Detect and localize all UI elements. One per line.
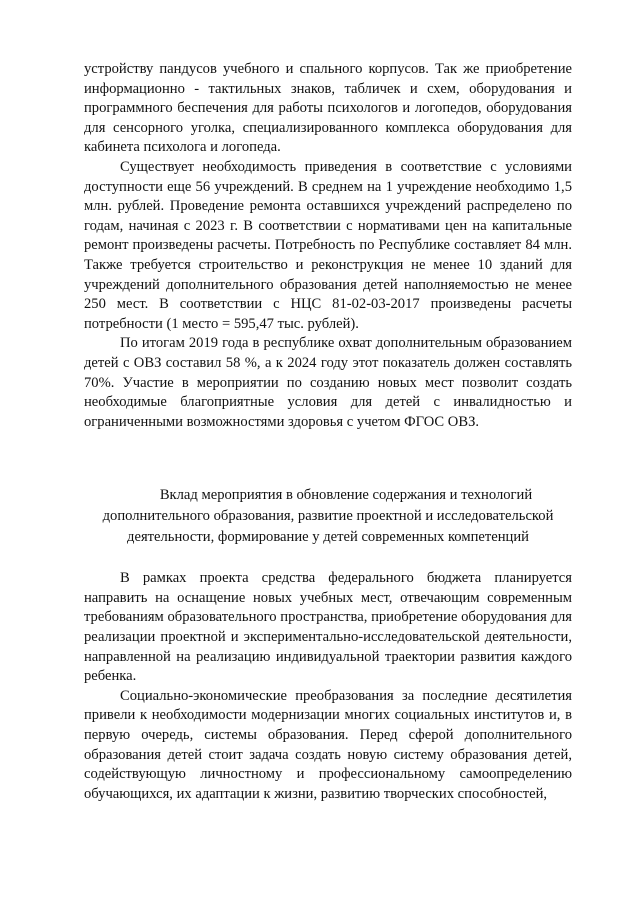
paragraph-socio-economic: Социально-экономические преобразования за последние десятилетия привели к необходимости модернизации многих социальных институтов и, в первую очередь, системы образования. Перед сферой дополнительного образования детей стоит задача создать новую систему образования детей, содействующую личностному и профессиональному самоопределению обучающихся, их адаптации к жизни, развитию творческих способностей, <box>84 687 572 802</box>
section-heading-rest: дополнительного образования, развитие проектной и исследовательской деятельности, формирование у детей современных компетенций <box>102 508 554 546</box>
section-heading <box>84 485 572 548</box>
paragraph-federal-budget: В рамках проекта средства федерального бюджета планируется направить на оснащение новых учебных мест, отвечающим современным требованиям образовательного пространства, приобретение оборудования для реализации проектной и экспериментально-исследовательской деятельности, направленной на реализацию индивидуальной траектории развития каждого ребенка. <box>84 570 572 685</box>
spacer <box>84 432 572 485</box>
paragraph-accessibility-needs: Существует необходимость приведения в соответствие с условиями доступности еще 56 учреждений. В среднем на 1 учреждение необходимо 1,5 млн. рублей. Проведение ремонта оставшихся учреждений распределено по годам, начиная с 2023 г. В соответствии с нормативами цен на капитальные ремонт произведены расчеты. Потребность по Республике составляет 84 млн. Также требуется строительство и реконструкция не менее 10 зданий для учреждений дополнительного образования детей наполняемостью не менее 250 мест. В соответствии с НЦС 81-02-03-2017 произведены расчеты потребности (1 место = 595,47 тыс. рублей). <box>84 158 572 332</box>
section-heading-line1: Вклад мероприятия в обновление содержания и технологий <box>159 487 533 504</box>
paragraph-coverage-2019: По итогам 2019 года в республике охват дополнительным образованием детей с ОВЗ составил 58 %, а к 2024 году этот показатель должен составлять 70%. Участие в мероприятии по созданию новых мест позволит создать необходимые благоприятные условия для детей с инвалидностью и ограниченными возможностями здоровья с учетом ФГОС ОВЗ. <box>84 335 572 430</box>
paragraph-continuation: устройству пандусов учебного и спального корпусов. Так же приобретение информационно - тактильных знаков, табличек и схем, оборудования и программного беспечения для работы психологов и логопедов, оборудования для сенсорного уголка, специализированного комплекса оборудования для кабинета психолога и логопеда. <box>84 61 572 156</box>
spacer <box>84 548 572 569</box>
